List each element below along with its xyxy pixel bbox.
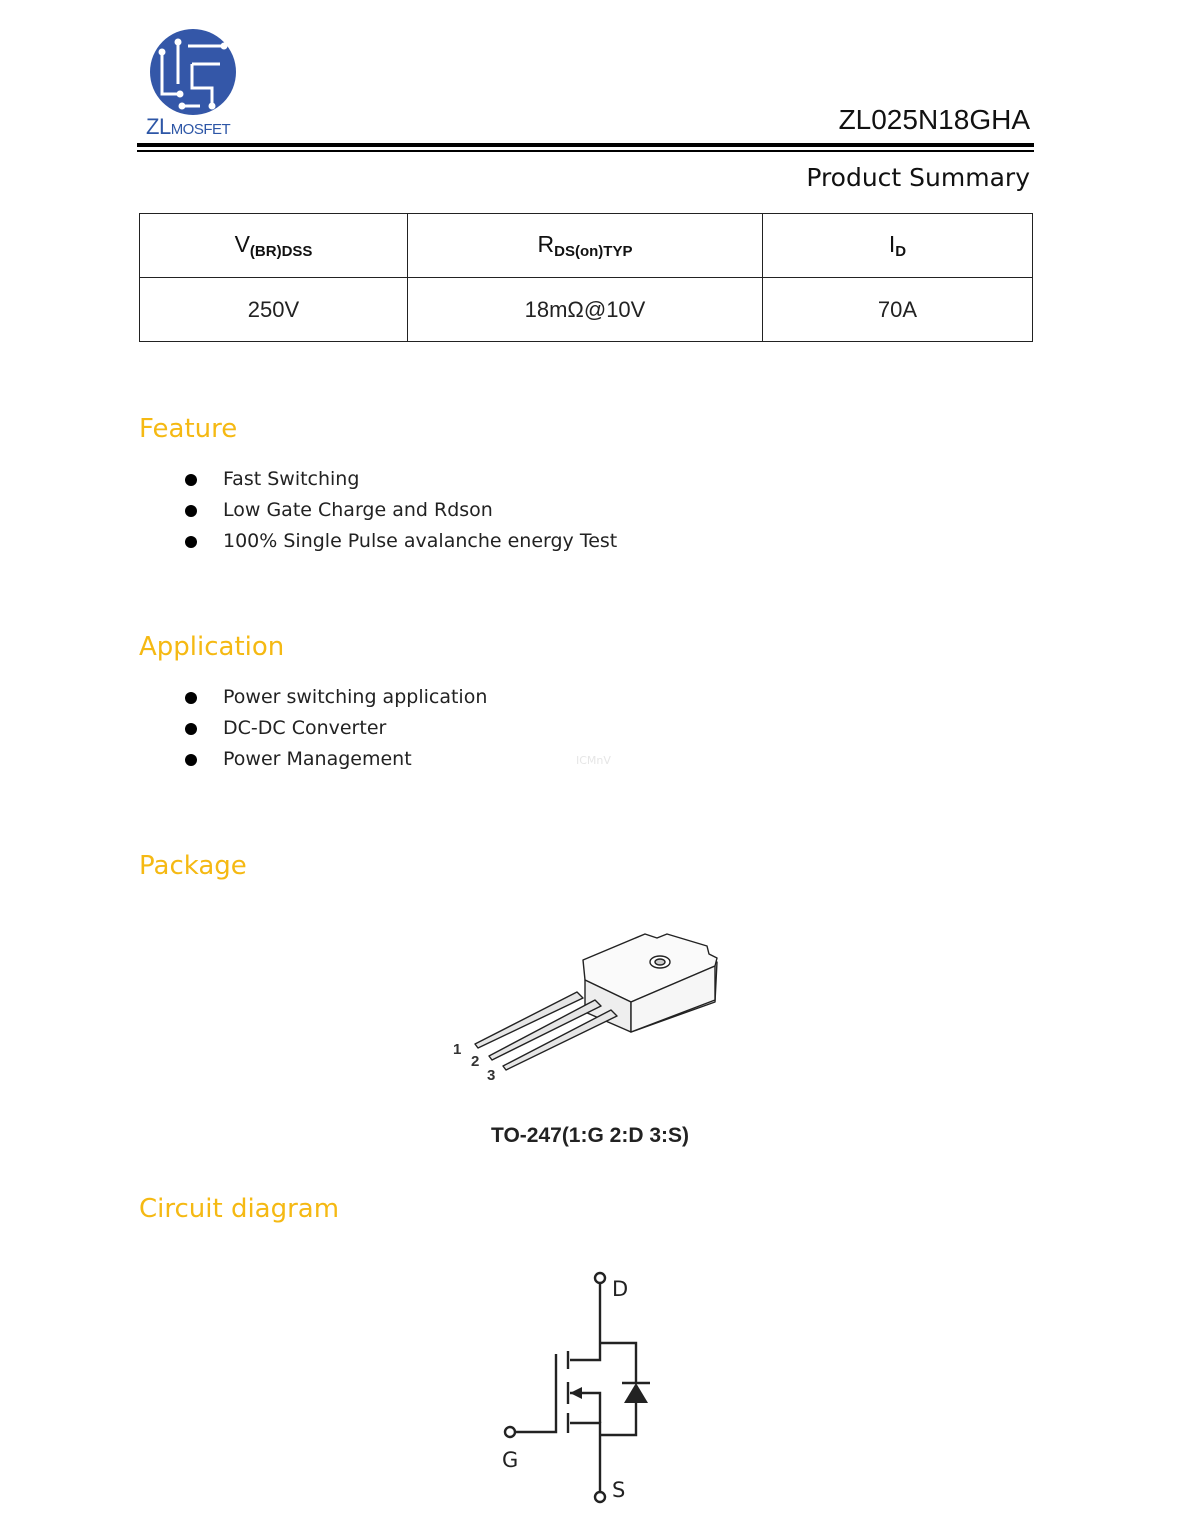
bullet-icon [185,723,197,735]
feature-title: Feature [139,414,238,444]
table-value-row [140,278,1033,342]
product-summary-table [139,213,1033,342]
value-vbrdss: 250V [140,278,408,342]
header-rule-thin [137,150,1034,152]
list-item: Fast Switching [139,464,617,495]
feature-list [139,464,617,557]
table-header-row [140,214,1033,278]
bullet-icon [185,505,197,517]
list-item: 100% Single Pulse avalanche energy Test [139,526,617,557]
value-rdson: 18mΩ@10V [408,278,763,342]
value-id: 70A [763,278,1033,342]
application-title: Application [139,632,285,662]
to247-package-icon [445,920,735,1090]
product-summary-title: Product Summary [806,163,1030,192]
list-item: DC-DC Converter [139,713,487,744]
list-item: Power switching application [139,682,487,713]
header-rule-thick [137,143,1034,147]
mosfet-schematic-icon [490,1265,670,1510]
header-rdson: $R_{DS(on)TYP}$ [408,214,763,278]
pin-label-1: 1 [453,1041,462,1058]
bullet-icon [185,754,197,766]
label-source: S [612,1478,626,1502]
header-id: $I_D$ [763,214,1033,278]
logo-wordmark: ZLMOSFET [146,114,231,139]
package-caption: TO-247(1:G 2:D 3:S) [491,1124,689,1147]
package-title: Package [139,851,247,881]
part-number: ZL025N18GHA [838,104,1030,135]
pin-label-2: 2 [471,1053,480,1070]
bullet-icon [185,536,197,548]
faint-watermark: ICMnV [576,754,611,767]
label-drain: D [612,1277,629,1301]
pin-label-3: 3 [487,1067,496,1084]
application-list [139,682,487,775]
circuit-diagram-title: Circuit diagram [139,1194,340,1224]
label-gate: G [502,1448,519,1472]
bullet-icon [185,692,197,704]
header-vbrdss: $V_{(BR)DSS}$ [140,214,408,278]
list-item: Power Management [139,744,487,775]
list-item: Low Gate Charge and Rdson [139,495,617,526]
bullet-icon [185,474,197,486]
